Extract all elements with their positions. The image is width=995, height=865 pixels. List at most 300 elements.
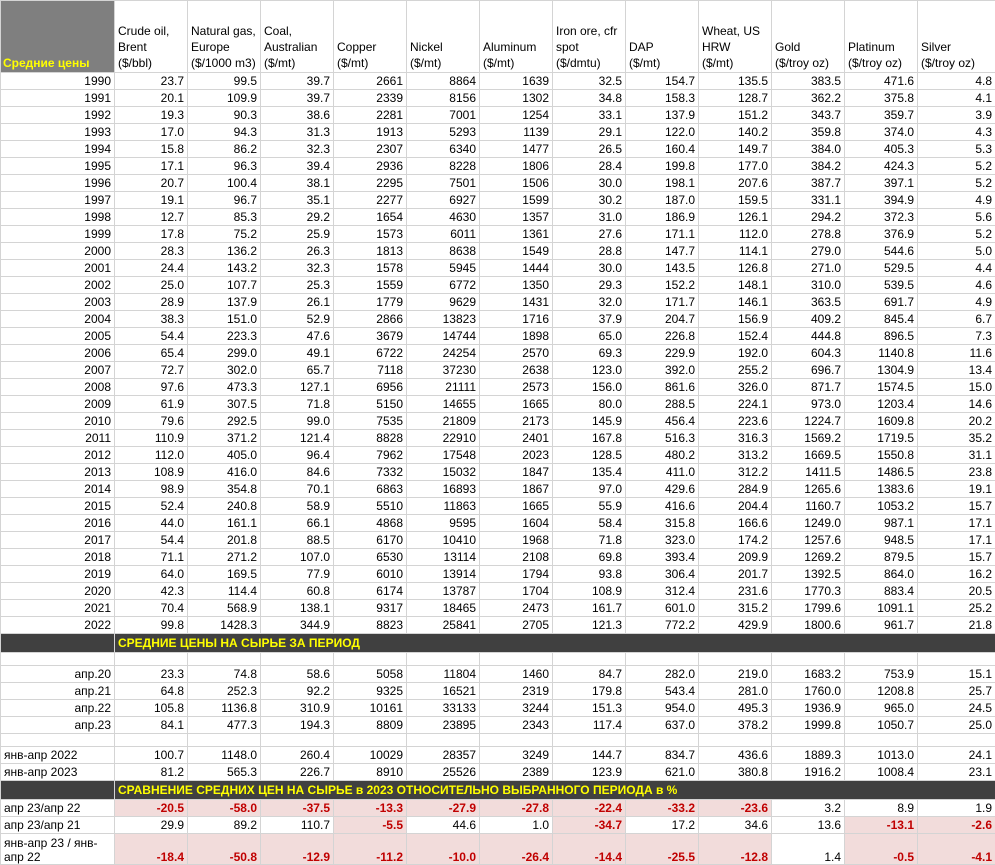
value-cell[interactable]: 12.7: [115, 209, 188, 226]
value-cell[interactable]: 32.5: [553, 73, 626, 90]
value-cell[interactable]: 16893: [407, 481, 480, 498]
value-cell[interactable]: 207.6: [699, 175, 772, 192]
value-cell[interactable]: 32.3: [261, 260, 334, 277]
value-cell[interactable]: 1760.0: [772, 683, 845, 700]
value-cell[interactable]: 81.2: [115, 764, 188, 781]
value-cell[interactable]: 429.6: [626, 481, 699, 498]
value-cell[interactable]: 3.9: [918, 107, 995, 124]
value-cell[interactable]: 359.8: [772, 124, 845, 141]
value-cell[interactable]: 544.6: [845, 243, 918, 260]
value-cell[interactable]: 3249: [480, 747, 553, 764]
value-cell[interactable]: 8228: [407, 158, 480, 175]
value-cell[interactable]: 1224.7: [772, 413, 845, 430]
value-cell[interactable]: 380.8: [699, 764, 772, 781]
empty-cell[interactable]: [480, 734, 553, 747]
value-cell[interactable]: 126.1: [699, 209, 772, 226]
value-cell[interactable]: 8828: [334, 430, 407, 447]
value-cell[interactable]: 30.0: [553, 260, 626, 277]
value-cell[interactable]: 128.5: [553, 447, 626, 464]
value-cell[interactable]: 39.7: [261, 73, 334, 90]
value-cell[interactable]: -13.1: [845, 817, 918, 834]
value-cell[interactable]: 90.3: [188, 107, 261, 124]
value-cell[interactable]: 75.2: [188, 226, 261, 243]
value-cell[interactable]: 1813: [334, 243, 407, 260]
row-label[interactable]: 2005: [1, 328, 115, 345]
value-cell[interactable]: 65.7: [261, 362, 334, 379]
empty-cell[interactable]: [334, 653, 407, 666]
value-cell[interactable]: 31.3: [261, 124, 334, 141]
value-cell[interactable]: 278.8: [772, 226, 845, 243]
value-cell[interactable]: 66.1: [261, 515, 334, 532]
empty-cell[interactable]: [626, 653, 699, 666]
value-cell[interactable]: 2936: [334, 158, 407, 175]
value-cell[interactable]: 55.9: [553, 498, 626, 515]
value-cell[interactable]: 621.0: [626, 764, 699, 781]
row-label[interactable]: 2021: [1, 600, 115, 617]
value-cell[interactable]: 143.2: [188, 260, 261, 277]
value-cell[interactable]: 378.2: [699, 717, 772, 734]
value-cell[interactable]: 28.4: [553, 158, 626, 175]
row-label[interactable]: 2020: [1, 583, 115, 600]
value-cell[interactable]: -10.0: [407, 834, 480, 865]
value-cell[interactable]: 70.4: [115, 600, 188, 617]
value-cell[interactable]: 47.6: [261, 328, 334, 345]
value-cell[interactable]: 8156: [407, 90, 480, 107]
empty-cell[interactable]: [407, 734, 480, 747]
column-header[interactable]: [918, 1, 995, 73]
value-cell[interactable]: 4868: [334, 515, 407, 532]
column-header[interactable]: [334, 1, 407, 73]
value-cell[interactable]: 107.0: [261, 549, 334, 566]
value-cell[interactable]: 480.2: [626, 447, 699, 464]
value-cell[interactable]: 8.9: [845, 800, 918, 817]
empty-cell[interactable]: [407, 653, 480, 666]
value-cell[interactable]: 6170: [334, 532, 407, 549]
value-cell[interactable]: 1.9: [918, 800, 995, 817]
value-cell[interactable]: 411.0: [626, 464, 699, 481]
value-cell[interactable]: 17548: [407, 447, 480, 464]
value-cell[interactable]: 2108: [480, 549, 553, 566]
value-cell[interactable]: 17.8: [115, 226, 188, 243]
value-cell[interactable]: 32.0: [553, 294, 626, 311]
value-cell[interactable]: 29.3: [553, 277, 626, 294]
value-cell[interactable]: 1506: [480, 175, 553, 192]
value-cell[interactable]: 38.1: [261, 175, 334, 192]
value-cell[interactable]: 31.1: [918, 447, 995, 464]
value-cell[interactable]: 17.1: [918, 532, 995, 549]
value-cell[interactable]: 93.8: [553, 566, 626, 583]
value-cell[interactable]: 201.8: [188, 532, 261, 549]
value-cell[interactable]: 186.9: [626, 209, 699, 226]
value-cell[interactable]: 107.7: [188, 277, 261, 294]
value-cell[interactable]: 6863: [334, 481, 407, 498]
value-cell[interactable]: 543.4: [626, 683, 699, 700]
value-cell[interactable]: 1806: [480, 158, 553, 175]
value-cell[interactable]: 19.3: [115, 107, 188, 124]
value-cell[interactable]: 5.0: [918, 243, 995, 260]
value-cell[interactable]: 1669.5: [772, 447, 845, 464]
value-cell[interactable]: 1444: [480, 260, 553, 277]
value-cell[interactable]: 1716: [480, 311, 553, 328]
value-cell[interactable]: 879.5: [845, 549, 918, 566]
value-cell[interactable]: 109.9: [188, 90, 261, 107]
value-cell[interactable]: -12.9: [261, 834, 334, 865]
value-cell[interactable]: -27.8: [480, 800, 553, 817]
empty-cell[interactable]: [699, 653, 772, 666]
value-cell[interactable]: 20.5: [918, 583, 995, 600]
value-cell[interactable]: 973.0: [772, 396, 845, 413]
value-cell[interactable]: 1604: [480, 515, 553, 532]
value-cell[interactable]: 9317: [334, 600, 407, 617]
value-cell[interactable]: 35.1: [261, 192, 334, 209]
value-cell[interactable]: 1578: [334, 260, 407, 277]
value-cell[interactable]: 226.7: [261, 764, 334, 781]
value-cell[interactable]: 1383.6: [845, 481, 918, 498]
value-cell[interactable]: 105.8: [115, 700, 188, 717]
value-cell[interactable]: -25.5: [626, 834, 699, 865]
value-cell[interactable]: 444.8: [772, 328, 845, 345]
value-cell[interactable]: 22910: [407, 430, 480, 447]
empty-cell[interactable]: [115, 734, 188, 747]
value-cell[interactable]: 1569.2: [772, 430, 845, 447]
value-cell[interactable]: 456.4: [626, 413, 699, 430]
row-label[interactable]: 2016: [1, 515, 115, 532]
empty-cell[interactable]: [772, 734, 845, 747]
value-cell[interactable]: 137.9: [626, 107, 699, 124]
value-cell[interactable]: 7501: [407, 175, 480, 192]
value-cell[interactable]: 151.3: [553, 700, 626, 717]
value-cell[interactable]: 20.2: [918, 413, 995, 430]
value-cell[interactable]: 1140.8: [845, 345, 918, 362]
value-cell[interactable]: 135.5: [699, 73, 772, 90]
value-cell[interactable]: 166.6: [699, 515, 772, 532]
value-cell[interactable]: 17.0: [115, 124, 188, 141]
value-cell[interactable]: 122.0: [626, 124, 699, 141]
column-header[interactable]: [407, 1, 480, 73]
row-label[interactable]: 2000: [1, 243, 115, 260]
value-cell[interactable]: 24254: [407, 345, 480, 362]
value-cell[interactable]: 24.4: [115, 260, 188, 277]
value-cell[interactable]: 834.7: [626, 747, 699, 764]
value-cell[interactable]: 9595: [407, 515, 480, 532]
value-cell[interactable]: 10029: [334, 747, 407, 764]
value-cell[interactable]: 152.2: [626, 277, 699, 294]
value-cell[interactable]: 7.3: [918, 328, 995, 345]
row-label[interactable]: 2002: [1, 277, 115, 294]
value-cell[interactable]: 240.8: [188, 498, 261, 515]
value-cell[interactable]: 1573: [334, 226, 407, 243]
value-cell[interactable]: 4.8: [918, 73, 995, 90]
empty-cell[interactable]: [334, 734, 407, 747]
value-cell[interactable]: 11.6: [918, 345, 995, 362]
value-cell[interactable]: 845.4: [845, 311, 918, 328]
value-cell[interactable]: 223.6: [699, 413, 772, 430]
value-cell[interactable]: 194.3: [261, 717, 334, 734]
value-cell[interactable]: 1254: [480, 107, 553, 124]
value-cell[interactable]: 948.5: [845, 532, 918, 549]
value-cell[interactable]: 42.3: [115, 583, 188, 600]
value-cell[interactable]: 864.0: [845, 566, 918, 583]
value-cell[interactable]: 24.1: [918, 747, 995, 764]
value-cell[interactable]: 397.1: [845, 175, 918, 192]
value-cell[interactable]: 1599: [480, 192, 553, 209]
value-cell[interactable]: 28.3: [115, 243, 188, 260]
value-cell[interactable]: 1.0: [480, 817, 553, 834]
value-cell[interactable]: 201.7: [699, 566, 772, 583]
value-cell[interactable]: 7118: [334, 362, 407, 379]
column-header[interactable]: [480, 1, 553, 73]
value-cell[interactable]: 32.3: [261, 141, 334, 158]
value-cell[interactable]: 44.6: [407, 817, 480, 834]
value-cell[interactable]: 271.2: [188, 549, 261, 566]
value-cell[interactable]: 34.6: [699, 817, 772, 834]
value-cell[interactable]: 177.0: [699, 158, 772, 175]
row-label[interactable]: 2012: [1, 447, 115, 464]
value-cell[interactable]: 65.0: [553, 328, 626, 345]
value-cell[interactable]: 127.1: [261, 379, 334, 396]
value-cell[interactable]: 84.1: [115, 717, 188, 734]
value-cell[interactable]: 33133: [407, 700, 480, 717]
value-cell[interactable]: 96.4: [261, 447, 334, 464]
value-cell[interactable]: 383.5: [772, 73, 845, 90]
value-cell[interactable]: 1460: [480, 666, 553, 683]
value-cell[interactable]: 896.5: [845, 328, 918, 345]
value-cell[interactable]: 23.8: [918, 464, 995, 481]
value-cell[interactable]: 2389: [480, 764, 553, 781]
value-cell[interactable]: 33.1: [553, 107, 626, 124]
value-cell[interactable]: 376.9: [845, 226, 918, 243]
value-cell[interactable]: 145.9: [553, 413, 626, 430]
empty-cell[interactable]: [261, 734, 334, 747]
empty-cell[interactable]: [845, 653, 918, 666]
value-cell[interactable]: 4.9: [918, 192, 995, 209]
value-cell[interactable]: 1050.7: [845, 717, 918, 734]
value-cell[interactable]: 158.3: [626, 90, 699, 107]
value-cell[interactable]: 156.9: [699, 311, 772, 328]
value-cell[interactable]: 252.3: [188, 683, 261, 700]
value-cell[interactable]: 2281: [334, 107, 407, 124]
value-cell[interactable]: 30.0: [553, 175, 626, 192]
row-label[interactable]: 2011: [1, 430, 115, 447]
row-label[interactable]: 2017: [1, 532, 115, 549]
value-cell[interactable]: 5.6: [918, 209, 995, 226]
value-cell[interactable]: 5150: [334, 396, 407, 413]
value-cell[interactable]: 160.4: [626, 141, 699, 158]
value-cell[interactable]: 1304.9: [845, 362, 918, 379]
value-cell[interactable]: 15.1: [918, 666, 995, 683]
value-cell[interactable]: 3.2: [772, 800, 845, 817]
value-cell[interactable]: 965.0: [845, 700, 918, 717]
value-cell[interactable]: 20.7: [115, 175, 188, 192]
value-cell[interactable]: 89.2: [188, 817, 261, 834]
value-cell[interactable]: 11804: [407, 666, 480, 683]
value-cell[interactable]: 4630: [407, 209, 480, 226]
value-cell[interactable]: 1.4: [772, 834, 845, 865]
value-cell[interactable]: 1302: [480, 90, 553, 107]
value-cell[interactable]: 2343: [480, 717, 553, 734]
value-cell[interactable]: 52.4: [115, 498, 188, 515]
value-cell[interactable]: 167.8: [553, 430, 626, 447]
value-cell[interactable]: 2319: [480, 683, 553, 700]
value-cell[interactable]: 98.9: [115, 481, 188, 498]
value-cell[interactable]: -20.5: [115, 800, 188, 817]
value-cell[interactable]: 1392.5: [772, 566, 845, 583]
value-cell[interactable]: 192.0: [699, 345, 772, 362]
empty-cell[interactable]: [115, 653, 188, 666]
value-cell[interactable]: 315.2: [699, 600, 772, 617]
value-cell[interactable]: 312.4: [626, 583, 699, 600]
value-cell[interactable]: 18465: [407, 600, 480, 617]
value-cell[interactable]: -37.5: [261, 800, 334, 817]
value-cell[interactable]: 7962: [334, 447, 407, 464]
row-label[interactable]: апр.20: [1, 666, 115, 683]
value-cell[interactable]: 10410: [407, 532, 480, 549]
value-cell[interactable]: 136.2: [188, 243, 261, 260]
value-cell[interactable]: 354.8: [188, 481, 261, 498]
row-label[interactable]: 1995: [1, 158, 115, 175]
value-cell[interactable]: 15.0: [918, 379, 995, 396]
value-cell[interactable]: 13.6: [772, 817, 845, 834]
value-cell[interactable]: 987.1: [845, 515, 918, 532]
value-cell[interactable]: 5510: [334, 498, 407, 515]
row-label[interactable]: 2009: [1, 396, 115, 413]
value-cell[interactable]: 169.5: [188, 566, 261, 583]
value-cell[interactable]: -18.4: [115, 834, 188, 865]
empty-cell[interactable]: [553, 653, 626, 666]
value-cell[interactable]: 1053.2: [845, 498, 918, 515]
row-label[interactable]: 2010: [1, 413, 115, 430]
value-cell[interactable]: 58.4: [553, 515, 626, 532]
value-cell[interactable]: 54.4: [115, 532, 188, 549]
value-cell[interactable]: 424.3: [845, 158, 918, 175]
value-cell[interactable]: 114.4: [188, 583, 261, 600]
value-cell[interactable]: 1550.8: [845, 447, 918, 464]
value-cell[interactable]: 1431: [480, 294, 553, 311]
value-cell[interactable]: 255.2: [699, 362, 772, 379]
value-cell[interactable]: 2401: [480, 430, 553, 447]
value-cell[interactable]: 1249.0: [772, 515, 845, 532]
value-cell[interactable]: -14.4: [553, 834, 626, 865]
value-cell[interactable]: 17.1: [918, 515, 995, 532]
value-cell[interactable]: 1008.4: [845, 764, 918, 781]
value-cell[interactable]: 6.7: [918, 311, 995, 328]
value-cell[interactable]: 39.4: [261, 158, 334, 175]
value-cell[interactable]: 161.7: [553, 600, 626, 617]
value-cell[interactable]: 94.3: [188, 124, 261, 141]
value-cell[interactable]: 861.6: [626, 379, 699, 396]
row-label[interactable]: апр.21: [1, 683, 115, 700]
row-label[interactable]: 2008: [1, 379, 115, 396]
value-cell[interactable]: 6772: [407, 277, 480, 294]
value-cell[interactable]: 108.9: [115, 464, 188, 481]
value-cell[interactable]: 883.4: [845, 583, 918, 600]
value-cell[interactable]: 121.3: [553, 617, 626, 634]
value-cell[interactable]: 6011: [407, 226, 480, 243]
value-cell[interactable]: 6722: [334, 345, 407, 362]
value-cell[interactable]: 436.6: [699, 747, 772, 764]
value-cell[interactable]: 13114: [407, 549, 480, 566]
value-cell[interactable]: 1477: [480, 141, 553, 158]
value-cell[interactable]: 1639: [480, 73, 553, 90]
value-cell[interactable]: 37230: [407, 362, 480, 379]
value-cell[interactable]: 37.9: [553, 311, 626, 328]
value-cell[interactable]: 1799.6: [772, 600, 845, 617]
value-cell[interactable]: 1148.0: [188, 747, 261, 764]
value-cell[interactable]: 71.1: [115, 549, 188, 566]
value-cell[interactable]: 19.1: [918, 481, 995, 498]
row-label[interactable]: 1992: [1, 107, 115, 124]
value-cell[interactable]: 2173: [480, 413, 553, 430]
value-cell[interactable]: 100.4: [188, 175, 261, 192]
value-cell[interactable]: 27.6: [553, 226, 626, 243]
value-cell[interactable]: 394.9: [845, 192, 918, 209]
value-cell[interactable]: 146.1: [699, 294, 772, 311]
value-cell[interactable]: 26.1: [261, 294, 334, 311]
value-cell[interactable]: 147.7: [626, 243, 699, 260]
value-cell[interactable]: 49.1: [261, 345, 334, 362]
value-cell[interactable]: 28357: [407, 747, 480, 764]
value-cell[interactable]: 1779: [334, 294, 407, 311]
row-label[interactable]: 1997: [1, 192, 115, 209]
value-cell[interactable]: 96.3: [188, 158, 261, 175]
value-cell[interactable]: 359.7: [845, 107, 918, 124]
value-cell[interactable]: 495.3: [699, 700, 772, 717]
value-cell[interactable]: 64.8: [115, 683, 188, 700]
value-cell[interactable]: 409.2: [772, 311, 845, 328]
value-cell[interactable]: 226.8: [626, 328, 699, 345]
row-label[interactable]: 2007: [1, 362, 115, 379]
value-cell[interactable]: 299.0: [188, 345, 261, 362]
row-label[interactable]: 1996: [1, 175, 115, 192]
value-cell[interactable]: 307.5: [188, 396, 261, 413]
value-cell[interactable]: 477.3: [188, 717, 261, 734]
value-cell[interactable]: 161.1: [188, 515, 261, 532]
value-cell[interactable]: 110.7: [261, 817, 334, 834]
value-cell[interactable]: 187.0: [626, 192, 699, 209]
row-label[interactable]: 1998: [1, 209, 115, 226]
value-cell[interactable]: 3244: [480, 700, 553, 717]
value-cell[interactable]: 72.7: [115, 362, 188, 379]
row-label[interactable]: 2019: [1, 566, 115, 583]
value-cell[interactable]: 384.2: [772, 158, 845, 175]
value-cell[interactable]: 954.0: [626, 700, 699, 717]
value-cell[interactable]: 1257.6: [772, 532, 845, 549]
value-cell[interactable]: 4.6: [918, 277, 995, 294]
value-cell[interactable]: 23895: [407, 717, 480, 734]
section-title[interactable]: СРЕДНИЕ ЦЕНЫ НА СЫРЬЕ ЗА ПЕРИОД: [115, 634, 995, 653]
value-cell[interactable]: 344.9: [261, 617, 334, 634]
value-cell[interactable]: 112.0: [115, 447, 188, 464]
value-cell[interactable]: 393.4: [626, 549, 699, 566]
value-cell[interactable]: 223.3: [188, 328, 261, 345]
value-cell[interactable]: 374.0: [845, 124, 918, 141]
empty-cell[interactable]: [553, 734, 626, 747]
row-label[interactable]: 2001: [1, 260, 115, 277]
value-cell[interactable]: 316.3: [699, 430, 772, 447]
value-cell[interactable]: 1609.8: [845, 413, 918, 430]
value-cell[interactable]: 6956: [334, 379, 407, 396]
value-cell[interactable]: 4.3: [918, 124, 995, 141]
value-cell[interactable]: -2.6: [918, 817, 995, 834]
value-cell[interactable]: 2307: [334, 141, 407, 158]
value-cell[interactable]: 5.3: [918, 141, 995, 158]
value-cell[interactable]: 97.0: [553, 481, 626, 498]
value-cell[interactable]: 171.7: [626, 294, 699, 311]
empty-cell[interactable]: [480, 653, 553, 666]
row-label[interactable]: апр.23: [1, 717, 115, 734]
value-cell[interactable]: 84.7: [553, 666, 626, 683]
value-cell[interactable]: 9629: [407, 294, 480, 311]
